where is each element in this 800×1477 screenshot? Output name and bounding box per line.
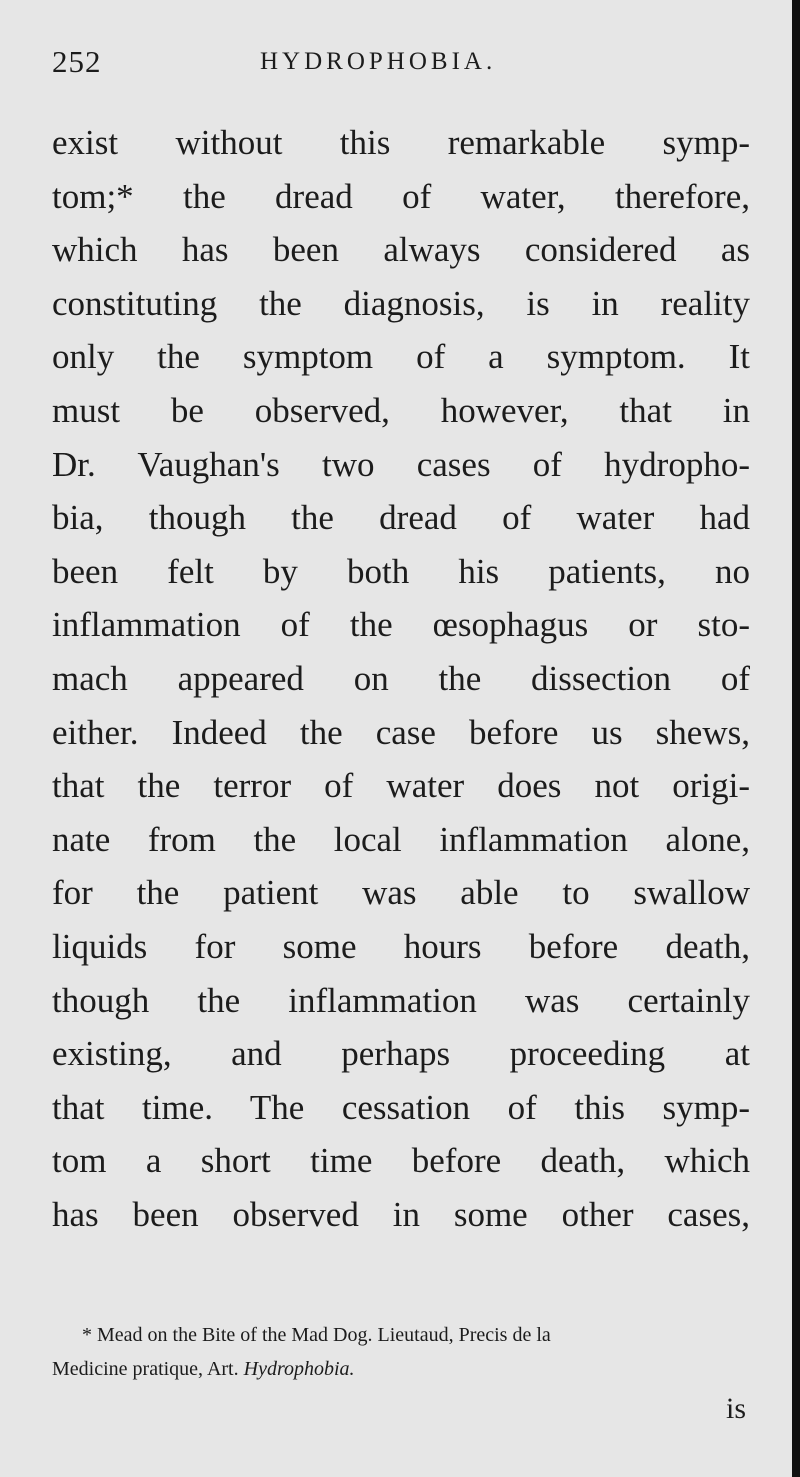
text-line: tom a short time before death, which [52, 1141, 750, 1181]
text-line: exist without this remarkable symp- [52, 123, 750, 162]
footnote-italic-title: Hydrophobia. [243, 1358, 355, 1380]
text-line: been felt by both his patients, no [52, 551, 750, 591]
footnote [52, 1318, 752, 1386]
text-line: has been observed in some other cases, [52, 1194, 750, 1234]
text-line: which has been always considered as [52, 230, 750, 270]
footnote-text: Medicine pratique, Art. [52, 1358, 244, 1380]
text-line: liquids for some hours before death, [52, 926, 750, 966]
text-line: for the patient was able to swallow [52, 873, 750, 913]
running-head: HYDROPHOBIA. [260, 48, 497, 75]
text-line: that the terror of water does not origi- [52, 766, 750, 806]
text-line: constituting the diagnosis, is in reality [52, 283, 750, 323]
text-line: that time. The cessation of this symp- [52, 1087, 750, 1127]
text-line: nate from the local inflammation alone, [52, 819, 750, 859]
footnote-line: * Mead on the Bite of the Mad Dog. Lieutaud, Precis de la [82, 1324, 551, 1346]
text-line: though the inflammation was certainly [52, 980, 750, 1020]
text-line: mach appeared on the dissection of [52, 658, 750, 698]
catchword: is [726, 1392, 747, 1425]
page-number: 252 [52, 44, 102, 79]
text-line: only the symptom of a symptom. It [52, 337, 750, 377]
text-line: must be observed, however, that in [52, 390, 750, 430]
page-header [52, 44, 752, 94]
text-line: tom;* the dread of water, therefore, [52, 176, 750, 216]
text-line: existing, and perhaps proceeding at [52, 1034, 750, 1074]
footnote-line [52, 1352, 752, 1386]
text-line: bia, though the dread of water had [52, 498, 750, 538]
body-text [52, 116, 750, 1241]
text-line: inflammation of the œsophagus or sto- [52, 605, 750, 645]
text-line: Dr. Vaughan's two cases of hydropho- [52, 444, 750, 484]
text-line: either. Indeed the case before us shews, [52, 712, 750, 752]
scan-edge [792, 0, 800, 1477]
